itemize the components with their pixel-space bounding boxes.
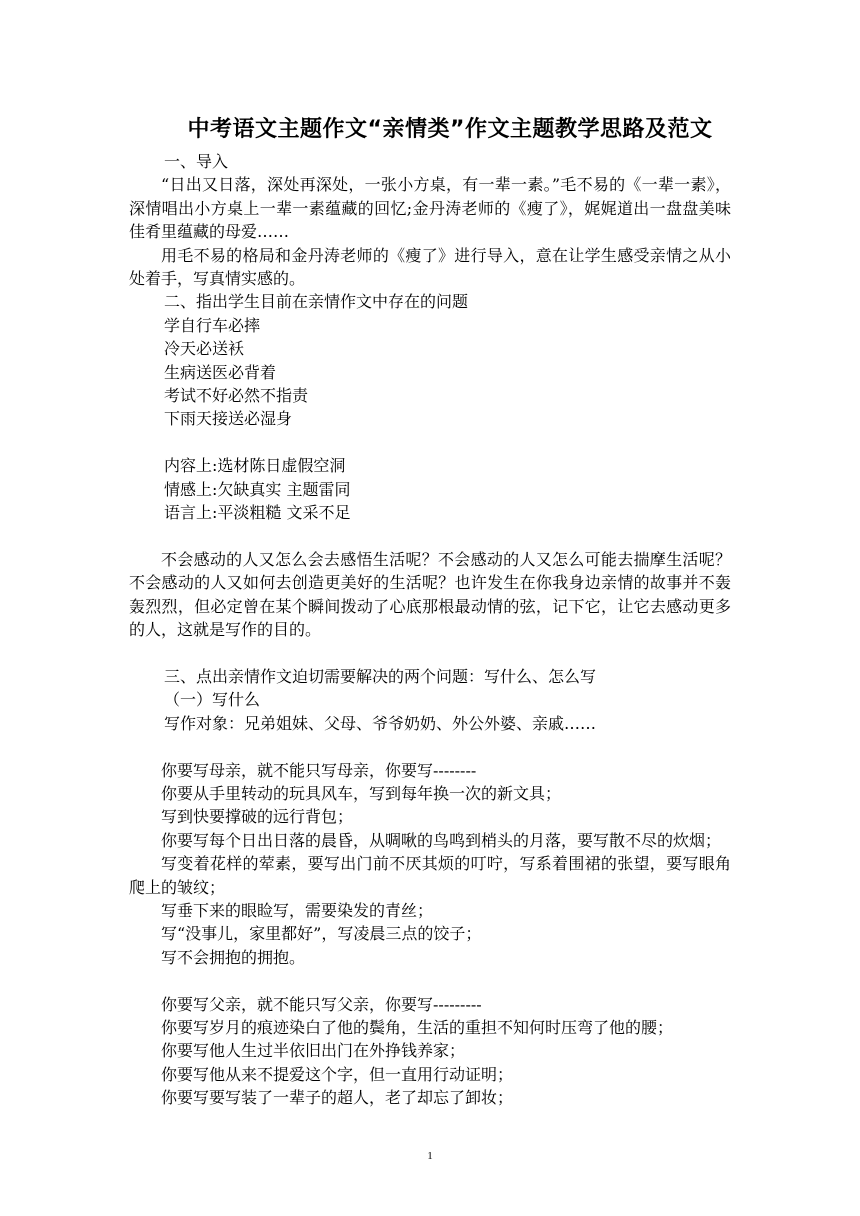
mother-line: 写不会拥抱的拥抱。 xyxy=(161,947,306,967)
mother-line: 写变着花样的荤素，要写出门前不厌其烦的叮咛，写系着围裙的张望，要写眼角爬上的皱纹； xyxy=(129,854,731,897)
page-number: 1 xyxy=(427,1150,433,1162)
intro-paragraph-2: 用毛不易的格局和金丹涛老师的《瘦了》进行导入，意在让学生感受亲情之从小处着手，写真情实感的。 xyxy=(129,245,731,289)
issue-line: 情感上:欠缺真实 主题雷同 xyxy=(164,479,351,499)
problem-line: 生病送医必背着 xyxy=(164,362,277,382)
blank-line xyxy=(129,969,731,992)
problem-line: 学自行车必摔 xyxy=(164,315,261,335)
writing-objects: 写作对象：兄弟姐妹、父母、爷爷奶奶、外公外婆、亲戚…… xyxy=(164,713,597,733)
problem-line: 冷天必送袄 xyxy=(164,339,245,359)
section-heading-1: 一、导入 xyxy=(164,152,229,171)
document-body xyxy=(129,150,731,1110)
blank-line xyxy=(129,431,731,454)
problem-line: 考试不好必然不指责 xyxy=(164,386,309,406)
mother-line: 你要写每个日出日落的晨昏，从啁啾的鸟鸣到梢头的月落，要写散不尽的炊烟； xyxy=(161,830,722,850)
mother-line: 写垂下来的眼睑写，需要染发的青丝； xyxy=(161,900,434,920)
father-line: 你要写岁月的痕迹染白了他的鬓角，生活的重担不知何时压弯了他的腰； xyxy=(161,1017,674,1037)
page-title: 中考语文主题作文“亲情类”作文主题教学思路及范文 xyxy=(187,117,713,142)
mother-line: 你要写母亲，就不能只写母亲，你要写-------- xyxy=(161,760,477,780)
subsection-heading-1: （一）写什么 xyxy=(164,690,261,710)
reflection-paragraph: 不会感动的人又怎么会去感悟生活呢？不会感动的人又怎么可能去揣摩生活呢？不会感动的人又如何去创造更美好的生活呢？也许发生在你我身边亲情的故事并不轰轰烈烈，但必定曾在某个瞬间拨动了心底那根最动情的弦，记下它，让它去感动更多的人，这就是写作的目的。 xyxy=(129,549,731,640)
section-heading-2: 二、指出学生目前在亲情作文中存在的问题 xyxy=(164,292,469,312)
issue-line: 内容上:选材陈日虚假空洞 xyxy=(164,456,346,476)
father-line: 你要写父亲，就不能只写父亲，你要写--------- xyxy=(161,994,482,1014)
father-line: 你要写他从来不提爱这个字，但一直用行动证明； xyxy=(161,1064,514,1084)
blank-line xyxy=(129,735,731,758)
blank-line xyxy=(129,642,731,665)
section-heading-3: 三、点出亲情作文迫切需要解决的两个问题：写什么、怎么写 xyxy=(164,666,597,686)
intro-paragraph-1: “日出又日落，深处再深处，一张小方桌，有一辈一素。”毛不易的《一辈一素》，深情唱出小方桌上一辈一素蕴藏的回忆;金丹涛老师的《瘦了》，娓娓道出一盘盘美味佳肴里蕴藏的母爱…… xyxy=(129,175,731,242)
father-line: 你要写他人生过半依旧出门在外挣钱养家； xyxy=(161,1041,466,1061)
blank-line xyxy=(129,524,731,547)
problem-line: 下雨天接送必湿身 xyxy=(164,409,293,429)
mother-line: 你要从手里转动的玩具风车，写到每年换一次的新文具； xyxy=(161,783,562,803)
mother-line: 写“没事儿，家里都好”，写凌晨三点的饺子； xyxy=(161,924,482,944)
mother-line: 写到快要撑破的远行背包； xyxy=(161,807,354,827)
issue-line: 语言上:平淡粗糙 文采不足 xyxy=(164,503,351,523)
father-line: 你要写要写装了一辈子的超人，老了却忘了卸妆； xyxy=(161,1088,514,1108)
